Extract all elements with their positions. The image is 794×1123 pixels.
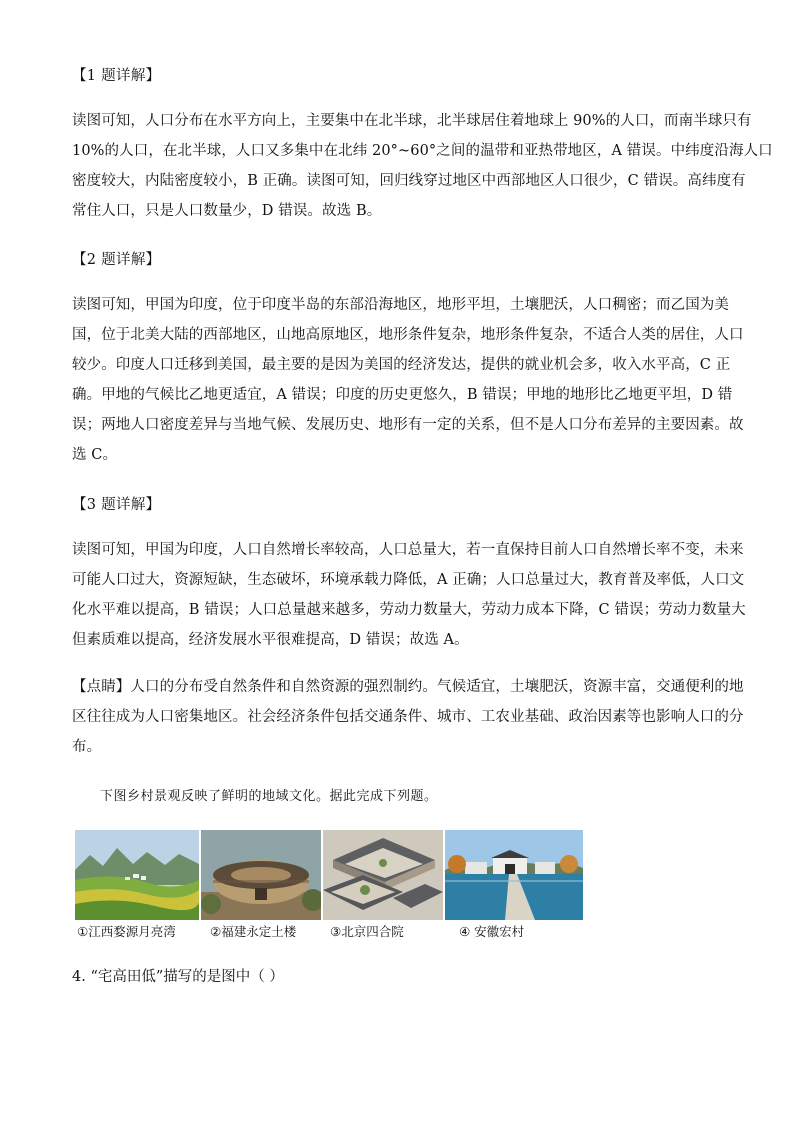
photo-wuyuan	[75, 830, 199, 920]
text-line: 国，位于北美大陆的西部地区，山地高原地区，地形条件复杂，地形条件复杂，不适合人类的居住，人口	[72, 327, 744, 343]
section2-heading: 【2 题详解】	[72, 252, 161, 268]
dianjing-paragraph	[72, 672, 744, 762]
text-line: 误；两地人口密度差异与当地气候、发展历史、地形有一定的关系，但不是人口分布差异的主要因素。故	[72, 417, 744, 433]
text-line: 读图可知，人口分布在水平方向上，主要集中在北半球，北半球居住着地球上 90%的人口，而南半球只有	[72, 113, 752, 129]
text-line: 可能人口过大，资源短缺，生态破坏，环境承载力降低，A 正确；人口总量过大，教育普及率低，人口文	[72, 572, 745, 588]
photo-strip	[75, 830, 583, 942]
text-line: 选 C。	[72, 447, 118, 463]
text-line: 常住人口，只是人口数量少，D 错误。故选 B。	[72, 203, 382, 219]
photo-caption: ③北京四合院	[330, 924, 404, 939]
landscape-image	[201, 830, 321, 920]
photo-hongcun	[445, 830, 583, 920]
text-line: 但素质难以提高，经济发展水平很难提高，D 错误；故选 A。	[72, 632, 469, 648]
photo-caption: ②福建永定土楼	[210, 924, 297, 939]
figure-intro: 下图乡村景观反映了鲜明的地域文化。据此完成下列题。	[100, 789, 438, 804]
text-line: 化水平难以提高，B 错误；人口总量越来越多，劳动力数量大，劳动力成本下降，C 错误；劳动力数量大	[72, 602, 746, 618]
landscape-image	[445, 830, 583, 920]
text-line: 【点睛】人口的分布受自然条件和自然资源的强烈制约。气候适宜，土壤肥沃，资源丰富，交通便利的地	[72, 679, 744, 695]
section1-paragraph	[72, 106, 773, 226]
photo-siheyuan	[323, 830, 443, 920]
photo-tulou	[201, 830, 321, 920]
text-line: 区往往成为人口密集地区。社会经济条件包括交通条件、城市、工农业基础、政治因素等也影响人口的分	[72, 709, 744, 725]
question-4: 4. “宅高田低”描写的是图中（ ）	[72, 969, 284, 985]
section1-heading: 【1 题详解】	[72, 68, 161, 84]
text-line: 布。	[72, 739, 102, 755]
text-line: 10%的人口，在北半球，人口又多集中在北纬 20°~60°之间的温带和亚热带地区，A 错误。中纬度沿海人口	[72, 143, 773, 159]
photo-caption: ①江西婺源月亮湾	[77, 924, 176, 939]
section3-heading: 【3 题详解】	[72, 497, 161, 513]
text-line: 确。甲地的气候比乙地更适宜，A 错误；印度的历史更悠久，B 错误；甲地的地形比乙地更平坦，D 错	[72, 387, 733, 403]
text-line: 较少。印度人口迁移到美国，最主要的是因为美国的经济发达，提供的就业机会多，收入水平高，C 正	[72, 357, 731, 373]
section2-paragraph	[72, 290, 744, 470]
text-line: 密度较大，内陆密度较小，B 正确。读图可知，回归线穿过地区中西部地区人口很少，C 错误。高纬度有	[72, 173, 746, 189]
text-line: 读图可知，甲国为印度，人口自然增长率较高，人口总量大，若一直保持目前人口自然增长率不变，未来	[72, 542, 744, 558]
landscape-image	[323, 830, 443, 920]
photo-caption: ④ 安徽宏村	[459, 924, 525, 939]
landscape-image	[75, 830, 199, 920]
text-line: 读图可知，甲国为印度，位于印度半岛的东部沿海地区，地形平坦，土壤肥沃，人口稠密；而乙国为美	[72, 297, 729, 313]
section3-paragraph	[72, 535, 746, 655]
